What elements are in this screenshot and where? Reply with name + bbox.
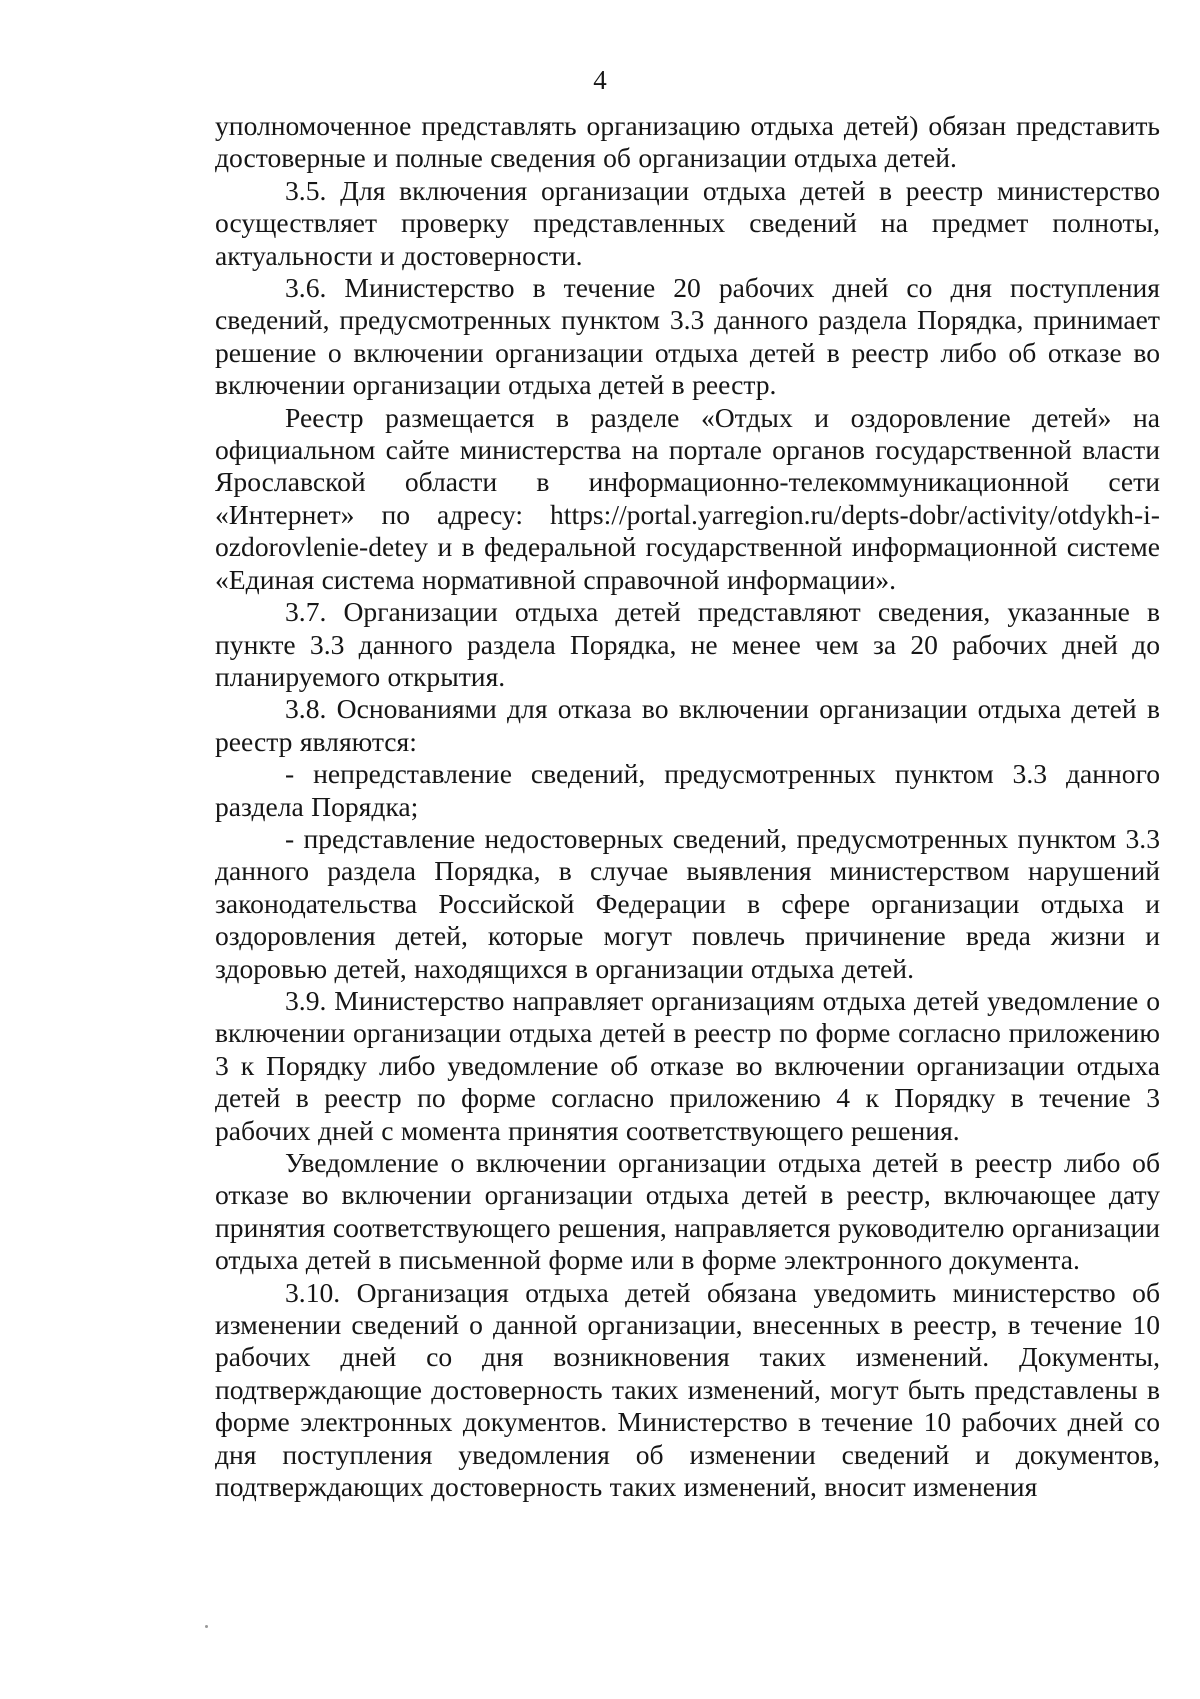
paragraph-3-6: 3.6. Министерство в течение 20 рабочих дней со дня поступления сведений, предусмотренных пунктом 3.3 данного раздела Порядка, принимает решение о включении организации отдыха детей в реестр либо об отказе во включении организации отдыха детей в реестр. <box>215 272 1160 401</box>
page-number: 4 <box>593 65 607 95</box>
scan-speck <box>205 1625 208 1628</box>
paragraph-notification: Уведомление о включении организации отдыха детей в реестр либо об отказе во включении организации отдыха детей в реестр, включающее дату принятия соответствующего решения, направляется руководителю организации отдыха детей в письменной форме или в форме электронного документа. <box>215 1147 1160 1276</box>
list-item-false-information: - представление недостоверных сведений, предусмотренных пунктом 3.3 данного раздела Порядка, в случае выявления министерством нарушений законодательства Российской Федерации в сфере организации отдыха и оздоровления детей, которые могут повлечь причинение вреда жизни и здоровью детей, находящихся в организации отдыха детей. <box>215 822 1160 984</box>
paragraph-3-10: 3.10. Организация отдыха детей обязана уведомить министерство об изменении сведений о данной организации, внесенных в реестр, в течение 10 рабочих дней со дня возникновения таких изменений. Документы, подтверждающие достоверность таких изменений, могут быть представлены в форме электронных документов. Министерство в течение 10 рабочих дней со дня поступления уведомления об изменении сведений и документов, подтверждающих достоверность таких изменений, вносит изменения <box>215 1276 1160 1503</box>
paragraph-3-7: 3.7. Организации отдыха детей представляют сведения, указанные в пункте 3.3 данного раздела Порядка, не менее чем за 20 рабочих дней до планируемого открытия. <box>215 596 1160 692</box>
paragraph-3-8: 3.8. Основаниями для отказа во включении организации отдыха детей в реестр являются: <box>215 693 1160 757</box>
list-item-non-submission: - непредставление сведений, предусмотренных пунктом 3.3 данного раздела Порядка; <box>215 758 1160 822</box>
paragraph-3-5: 3.5. Для включения организации отдыха детей в реестр министерство осуществляет проверку представленных сведений на предмет полноты, актуальности и достоверности. <box>215 174 1160 271</box>
paragraph-registry-location: Реестр размещается в разделе «Отдых и оздоровление детей» на официальном сайте министерства на портале органов государственной власти Ярославской области в информационно-телекоммуникационной сети «Интернет» по адресу: https://portal.yarregion.ru/depts-dobr/activity/otdykh-i-ozdorovlenie-detey и в федеральной государственной информационной системе «Единая система нормативной справочной информации». <box>215 401 1160 595</box>
paragraph-3-9: 3.9. Министерство направляет организациям отдыха детей уведомление о включении организации отдыха детей в реестр по форме согласно приложению 3 к Порядку либо уведомление об отказе во включении организации отдыха детей в реестр по форме согласно приложению 4 к Порядку в течение 3 рабочих дней с момента принятия соответствующего решения. <box>215 984 1160 1146</box>
document-body <box>215 110 1160 1503</box>
paragraph-continuation: уполномоченное представлять организацию отдыха детей) обязан представить достоверные и полные сведения об организации отдыха детей. <box>215 110 1160 174</box>
